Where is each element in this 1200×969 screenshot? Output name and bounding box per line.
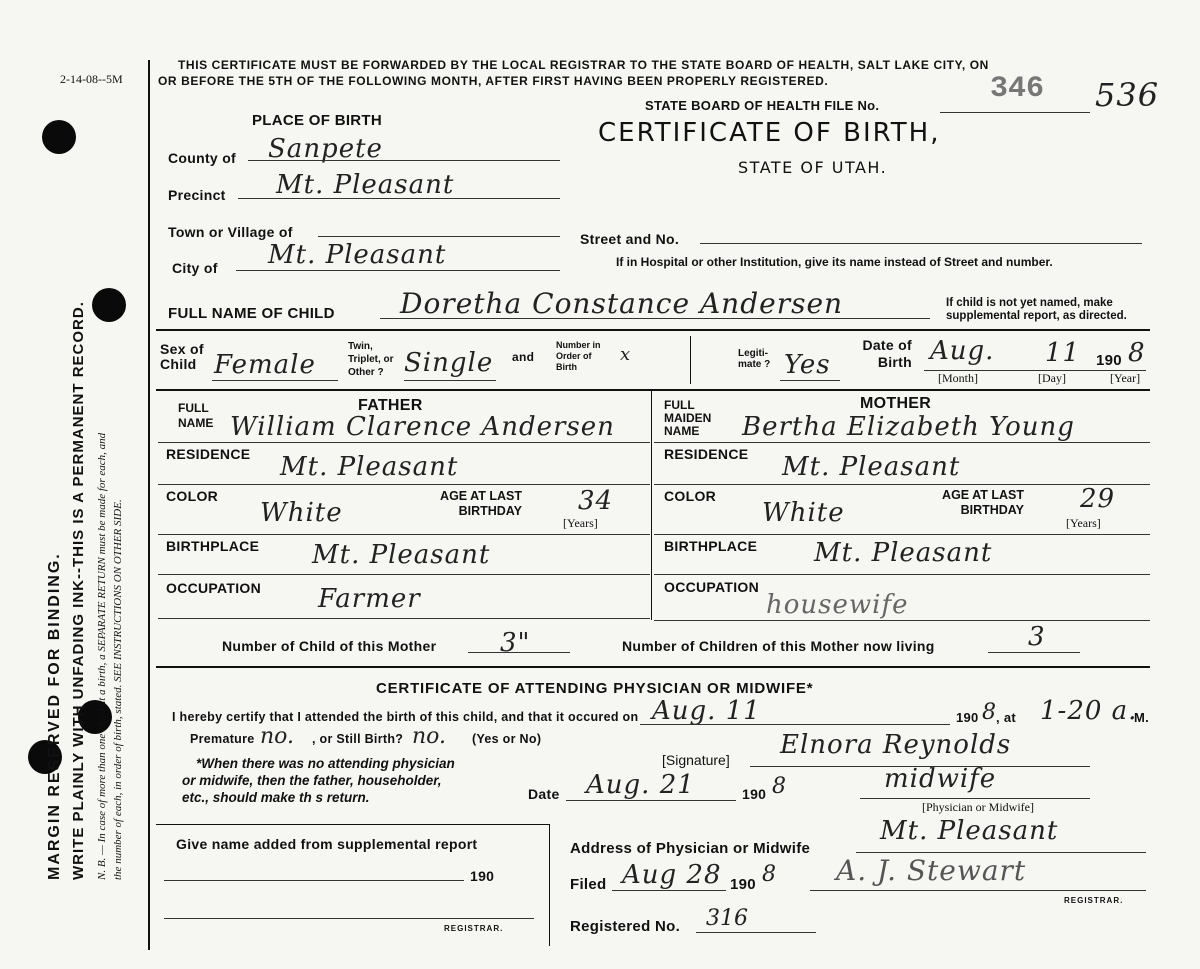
mother-occupation-value: housewife [766, 590, 909, 620]
county-value: Sanpete [268, 134, 383, 164]
stillbirth-value: no. [412, 724, 447, 749]
city-label: City of [172, 260, 218, 276]
child-name-label: FULL NAME OF CHILD [168, 305, 335, 322]
physician-title-value: midwife [884, 764, 997, 794]
physician-date-label: Date [528, 786, 560, 802]
registrar-signature: A. J. Stewart [836, 854, 1027, 887]
punch-hole-top [42, 120, 76, 154]
forwarding-notice-line2: OR BEFORE THE 5TH OF THE FOLLOWING MONTH, AFTER FIRST HAVING BEEN PROPERLY REGISTERED. [158, 74, 829, 88]
nb-note-line2: the number of each, in order of birth, stated. SEE INSTRUCTIONS ON OTHER SIDE. [112, 499, 124, 880]
filed-label: Filed [570, 876, 607, 893]
father-name-label: FULL NAME [178, 401, 214, 430]
year-caption: [Year] [1110, 371, 1141, 385]
place-heading: PLACE OF BIRTH [252, 112, 383, 129]
child-number-value: 3" [500, 628, 531, 658]
filed-value: Aug 28 [622, 860, 722, 890]
registered-value: 316 [706, 906, 748, 931]
mother-birthplace-value: Mt. Pleasant [814, 538, 993, 568]
registered-label: Registered No. [570, 918, 681, 935]
father-occupation-value: Farmer [318, 584, 421, 614]
legitimate-label: Legiti- mate ? [738, 348, 771, 370]
physician-date-value: Aug. 21 [586, 770, 695, 800]
supplemental-label: Give name added from supplemental report [176, 836, 478, 852]
punch-hole-middle [92, 288, 126, 322]
mother-name-label: FULL MAIDEN NAME [664, 398, 712, 438]
father-residence-label: RESIDENCE [166, 446, 251, 462]
birth-month-value: Aug. [930, 336, 995, 366]
mother-name-value: Bertha Elizabeth Young [742, 412, 1075, 442]
certificate-title: CERTIFICATE OF BIRTH, [598, 118, 941, 148]
physician-date-year-value: 8 [772, 774, 786, 799]
premature-label: Premature [190, 732, 255, 746]
filed-year-value: 8 [762, 862, 776, 887]
filed-year-prefix: 190 [730, 876, 756, 893]
certify-date-value: Aug. 11 [652, 696, 761, 726]
signature-value: Elnora Reynolds [780, 730, 1012, 760]
certificate-subtitle: STATE OF UTAH. [738, 158, 888, 177]
margin-rule [148, 60, 150, 950]
sex-value: Female [214, 350, 316, 380]
version-code: 2-14-08--5M [60, 72, 123, 86]
city-value: Mt. Pleasant [268, 240, 447, 270]
supplemental-registrar-caption: REGISTRAR. [444, 924, 504, 933]
month-caption: [Month] [938, 371, 978, 385]
child-name-note: If child is not yet named, make supplemental report, as directed. [946, 297, 1127, 322]
mother-birthplace-label: BIRTHPLACE [664, 538, 758, 554]
m-label: M. [1134, 710, 1150, 725]
file-no-stamp: 346 [990, 72, 1045, 106]
town-label: Town or Village of [168, 224, 293, 240]
mother-age-label: AGE AT LAST BIRTHDAY [942, 488, 1024, 517]
time-value: 1-20 a. [1040, 696, 1138, 726]
premature-value: no. [260, 724, 295, 749]
physician-heading: CERTIFICATE OF ATTENDING PHYSICIAN OR MIDWIFE* [376, 680, 814, 697]
children-living-label: Number of Children of this Mother now living [622, 638, 935, 654]
address-value: Mt. Pleasant [880, 816, 1059, 846]
mother-residence-value: Mt. Pleasant [782, 452, 961, 482]
stillbirth-label: , or Still Birth? [312, 732, 404, 746]
address-label: Address of Physician or Midwife [570, 840, 811, 857]
father-age-value: 34 [578, 486, 614, 516]
mother-color-label: COLOR [664, 488, 717, 504]
twin-label: Twin, Triplet, or Other ? [348, 341, 394, 378]
county-label: County of [168, 150, 237, 166]
and-label: and [512, 350, 535, 364]
child-number-label: Number of Child of this Mother [222, 638, 437, 654]
street-label: Street and No. [580, 231, 680, 247]
father-occupation-label: OCCUPATION [166, 580, 262, 596]
order-label: Number in Order of Birth [556, 340, 601, 372]
birth-year-prefix: 190 [1096, 352, 1122, 369]
yes-no-label: (Yes or No) [472, 732, 542, 746]
birth-day-value: 11 [1045, 338, 1081, 368]
binding-reserved-notice: MARGIN RESERVED FOR BINDING. [46, 552, 63, 880]
father-birthplace-label: BIRTHPLACE [166, 538, 260, 554]
father-name-value: William Clarence Andersen [230, 412, 615, 442]
father-color-value: White [260, 498, 343, 528]
child-name-value: Doretha Constance Andersen [400, 287, 844, 320]
mother-occupation-label: OCCUPATION [664, 579, 760, 595]
mother-color-value: White [762, 498, 845, 528]
father-birthplace-value: Mt. Pleasant [312, 540, 491, 570]
order-value: x [620, 344, 631, 365]
day-caption: [Day] [1038, 371, 1066, 385]
file-no-label: STATE BOARD OF HEALTH FILE No. [645, 98, 880, 113]
footnote-line1: *When there was no attending physician [196, 756, 455, 771]
mother-age-value: 29 [1080, 484, 1116, 514]
birth-year-value: 8 [1128, 338, 1146, 368]
precinct-value: Mt. Pleasant [276, 170, 455, 200]
father-age-label: AGE AT LAST BIRTHDAY [440, 489, 522, 518]
write-plainly-notice: WRITE PLAINLY WITH UNFADING INK--THIS IS A PERMANENT RECORD. [70, 301, 87, 880]
footnote-line3: etc., should make th s return. [182, 790, 370, 805]
physician-date-year-prefix: 190 [742, 786, 767, 802]
certify-text: I hereby certify that I attended the birth of this child, and that it occured on [172, 710, 639, 724]
binding-margin [0, 0, 150, 969]
filing-registrar-caption: REGISTRAR. [1064, 896, 1124, 905]
father-color-label: COLOR [166, 488, 219, 504]
certify-year-prefix: 190 [956, 710, 979, 725]
precinct-label: Precinct [168, 187, 226, 203]
father-years-caption: [Years] [563, 516, 598, 530]
forwarding-notice-line1: THIS CERTIFICATE MUST BE FORWARDED BY THE LOCAL REGISTRAR TO THE STATE BOARD OF HEALTH, SALT LAKE CITY, ON [178, 58, 989, 72]
certify-year-value: 8 [982, 700, 996, 725]
father-heading: FATHER [358, 397, 423, 414]
mother-years-caption: [Years] [1066, 516, 1101, 530]
twin-value: Single [404, 348, 494, 378]
signature-label: [Signature] [662, 752, 730, 768]
legitimate-value: Yes [784, 350, 831, 380]
at-label: , at [996, 710, 1016, 725]
sex-label: Sex of Child [160, 341, 204, 372]
footnote-line2: or midwife, then the father, householder, [182, 773, 442, 788]
mother-residence-label: RESIDENCE [664, 446, 749, 462]
physician-role-caption: [Physician or Midwife] [922, 800, 1034, 814]
file-no-handwritten: 536 [1095, 76, 1160, 114]
supplemental-year-label: 190 [470, 868, 495, 884]
father-residence-value: Mt. Pleasant [280, 452, 459, 482]
hospital-note: If in Hospital or other Institution, give its name instead of Street and number. [616, 255, 1053, 269]
nb-note-line1: N. B. — In case of more than one child at a birth, a SEPARATE RETURN must be made for each, and [96, 432, 108, 880]
date-of-birth-label: Date of Birth [862, 337, 912, 370]
mother-heading: MOTHER [860, 395, 932, 412]
children-living-value: 3 [1028, 622, 1046, 652]
